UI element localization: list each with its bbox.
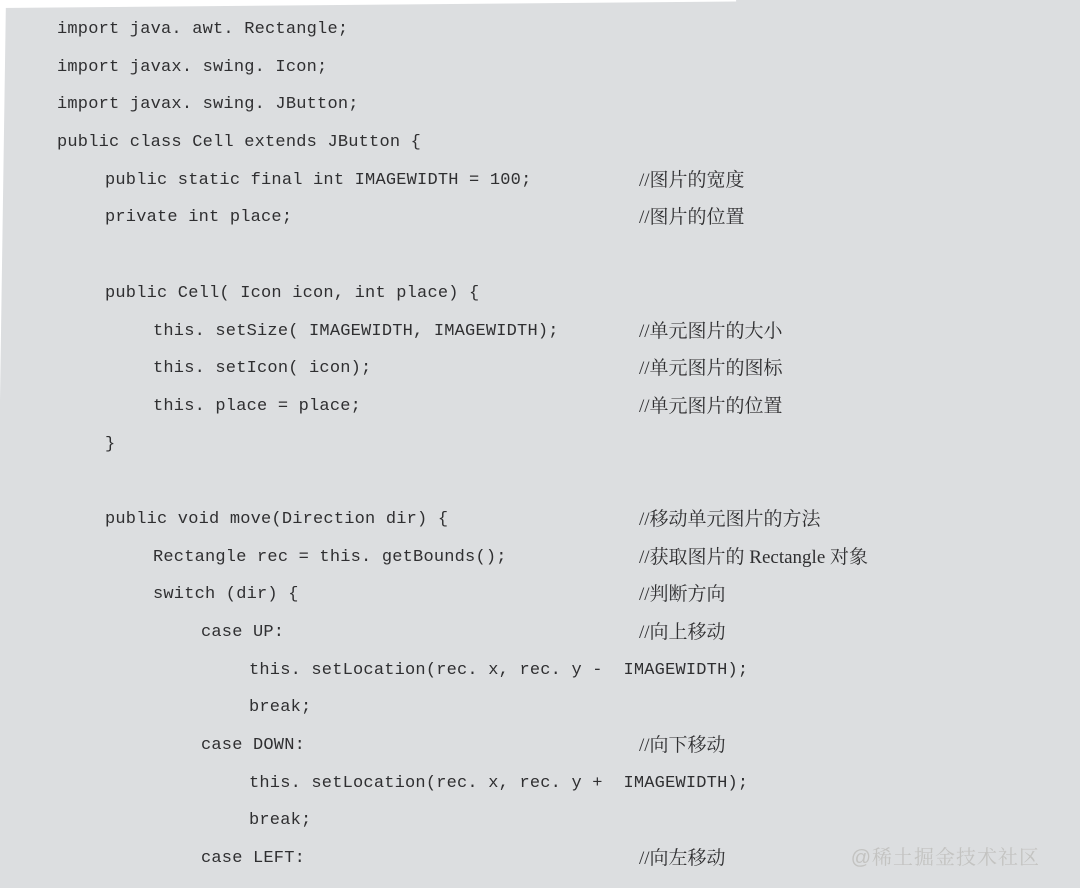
code-line	[0, 652, 1080, 690]
code-text: public class Cell extends JButton {	[57, 133, 422, 153]
code-line	[0, 689, 1080, 727]
code-text: switch (dir) {	[153, 585, 299, 605]
code-line	[0, 49, 1080, 87]
code-line	[0, 237, 1080, 275]
comment-text: //单元图片的位置	[639, 395, 783, 417]
code-line	[0, 765, 1080, 803]
code-line	[0, 539, 1080, 577]
code-line	[0, 275, 1080, 313]
comment-text: //移动单元图片的方法	[639, 508, 821, 530]
comment-text: //图片的宽度	[639, 169, 745, 191]
code-line	[0, 576, 1080, 614]
code-text: case LEFT:	[201, 849, 306, 869]
comment-text: //获取图片的 Rectangle 对象	[639, 546, 869, 568]
code-line	[0, 11, 1080, 49]
code-line	[0, 313, 1080, 351]
comment-text: //图片的位置	[639, 207, 745, 229]
code-line	[0, 388, 1080, 426]
code-text: this. setSize( IMAGEWIDTH, IMAGEWIDTH);	[153, 321, 559, 341]
code-line	[0, 727, 1080, 765]
code-line	[0, 124, 1080, 162]
comment-text: //判断方向	[639, 584, 726, 606]
code-text: public void move(Direction dir) {	[105, 509, 449, 529]
code-line	[0, 426, 1080, 464]
code-line	[0, 463, 1080, 501]
code-text: private int place;	[105, 208, 293, 228]
code-line	[0, 199, 1080, 237]
code-line	[0, 86, 1080, 124]
code-text: this. setIcon( icon);	[153, 359, 372, 379]
comment-text: //向上移动	[639, 622, 726, 643]
code-line	[0, 802, 1080, 840]
code-text: this. setLocation(rec. x, rec. y - IMAGEWIDTH);	[249, 660, 749, 680]
code-line	[0, 614, 1080, 652]
code-text: case UP:	[201, 623, 285, 642]
watermark: @稀土掘金技术社区	[850, 847, 1040, 869]
code-text: public static final int IMAGEWIDTH = 100;	[105, 170, 532, 190]
code-text: }	[105, 434, 116, 454]
comment-text: //向下移动	[639, 735, 726, 757]
comment-text: //单元图片的大小	[639, 320, 783, 342]
code-line	[0, 501, 1080, 539]
comment-text: //向左移动	[639, 848, 726, 870]
code-line	[0, 162, 1080, 200]
code-text: this. place = place;	[153, 396, 362, 416]
code-lines	[0, 11, 1080, 878]
code-text: import java. awt. Rectangle;	[57, 20, 349, 39]
code-line	[0, 350, 1080, 388]
code-text: case DOWN:	[201, 736, 306, 756]
code-text: break;	[249, 698, 312, 718]
code-text: Rectangle rec = this. getBounds();	[153, 547, 507, 567]
code-text: public Cell( Icon icon, int place) {	[105, 283, 480, 303]
code-text: import javax. swing. JButton;	[57, 95, 359, 115]
code-text: import javax. swing. Icon;	[57, 57, 328, 77]
code-text: this. setLocation(rec. x, rec. y + IMAGEWIDTH);	[249, 773, 749, 793]
comment-text: //单元图片的图标	[639, 358, 783, 380]
code-text: break;	[249, 811, 312, 831]
